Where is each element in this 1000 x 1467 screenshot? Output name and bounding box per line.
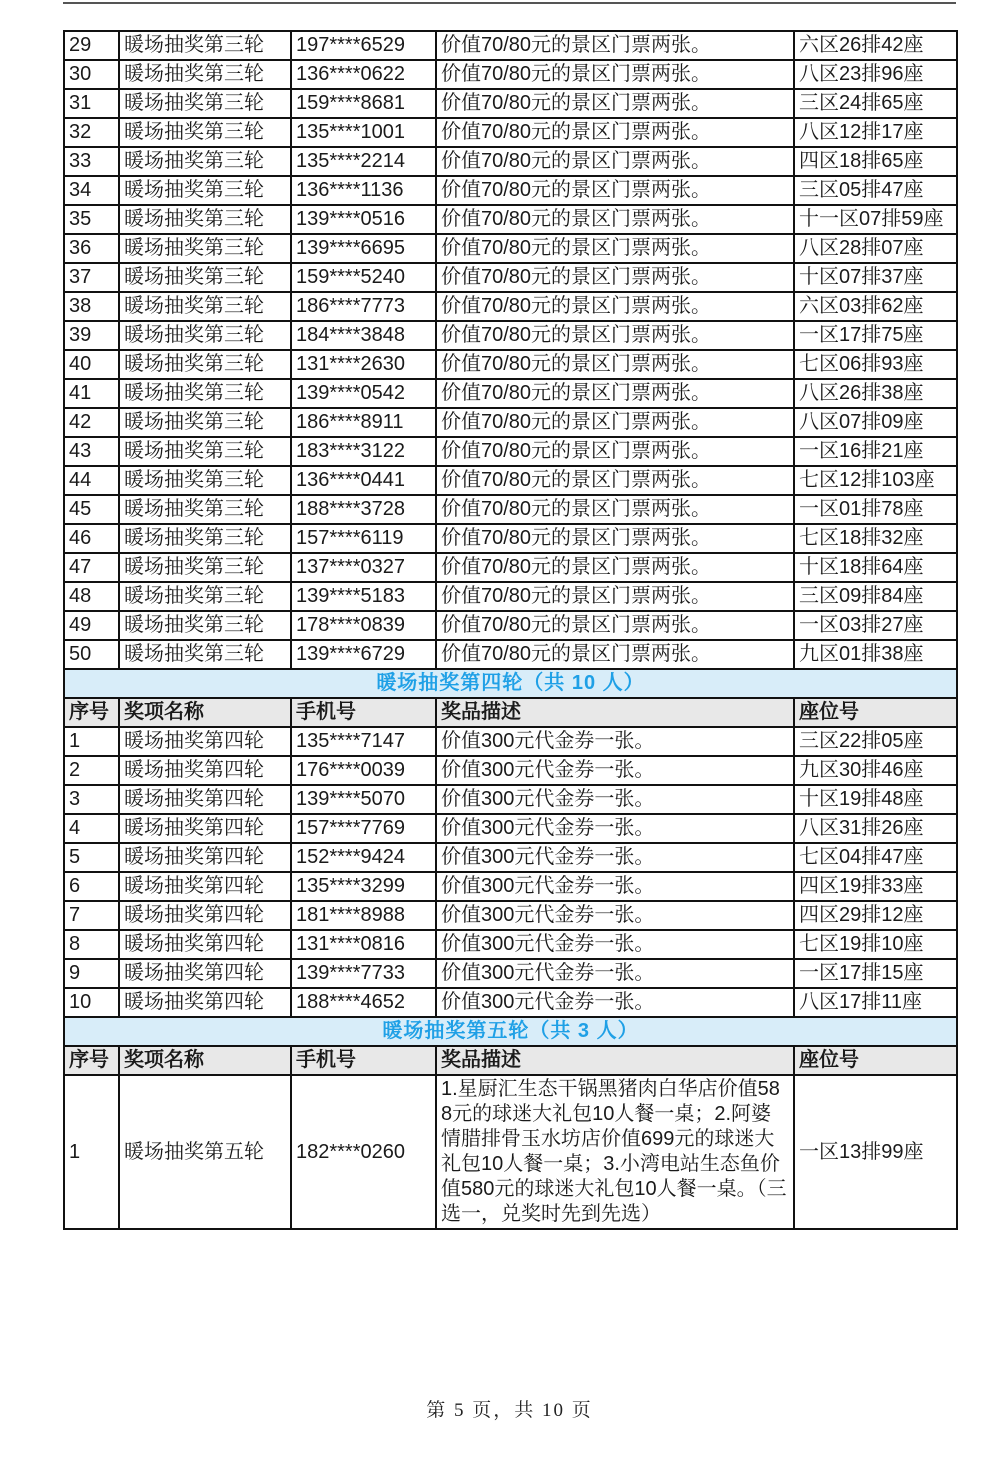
- cell-prize: 价值70/80元的景区门票两张。: [436, 408, 794, 437]
- table-row: [64, 524, 957, 553]
- cell-phone: 183****3122: [291, 437, 436, 466]
- table-row: [64, 234, 957, 263]
- cell-name: 暖场抽奖第四轮: [119, 988, 291, 1017]
- cell-seat: 十区07排37座: [794, 263, 957, 292]
- table-row: [64, 379, 957, 408]
- cell-prize: 价值70/80元的景区门票两张。: [436, 350, 794, 379]
- cell-seat: 三区09排84座: [794, 582, 957, 611]
- cell-phone: 139****6695: [291, 234, 436, 263]
- cell-phone: 197****6529: [291, 31, 436, 60]
- cell-no: 31: [64, 89, 119, 118]
- cell-name: 暖场抽奖第三轮: [119, 553, 291, 582]
- cell-name: 暖场抽奖第四轮: [119, 727, 291, 756]
- cell-prize: 价值70/80元的景区门票两张。: [436, 553, 794, 582]
- table-row: [64, 988, 957, 1017]
- cell-no: 32: [64, 118, 119, 147]
- column-header-seat: 座位号: [794, 1046, 957, 1075]
- column-header-row: [64, 698, 957, 727]
- cell-phone: 184****3848: [291, 321, 436, 350]
- cell-prize: 价值70/80元的景区门票两张。: [436, 205, 794, 234]
- cell-name: 暖场抽奖第三轮: [119, 263, 291, 292]
- cell-no: 9: [64, 959, 119, 988]
- table-row: [64, 147, 957, 176]
- table-row: [64, 640, 957, 669]
- column-header-prize: 奖品描述: [436, 1046, 794, 1075]
- cell-no: 8: [64, 930, 119, 959]
- section-title: 暖场抽奖第四轮（共 10 人）: [64, 669, 957, 698]
- cell-no: 44: [64, 466, 119, 495]
- cell-phone: 131****0816: [291, 930, 436, 959]
- cell-no: 4: [64, 814, 119, 843]
- column-header-seat: 座位号: [794, 698, 957, 727]
- cell-no: 33: [64, 147, 119, 176]
- table-row: [64, 437, 957, 466]
- table-row: [64, 582, 957, 611]
- cell-name: 暖场抽奖第三轮: [119, 408, 291, 437]
- table-row: [64, 901, 957, 930]
- cell-name: 暖场抽奖第五轮: [119, 1075, 291, 1229]
- table-row: [64, 31, 957, 60]
- cell-seat: 七区06排93座: [794, 350, 957, 379]
- cell-seat: 十区19排48座: [794, 785, 957, 814]
- cell-phone: 152****9424: [291, 843, 436, 872]
- cell-seat: 八区26排38座: [794, 379, 957, 408]
- table-row: [64, 785, 957, 814]
- cell-name: 暖场抽奖第三轮: [119, 437, 291, 466]
- cell-prize: 价值300元代金券一张。: [436, 814, 794, 843]
- cell-prize: 价值70/80元的景区门票两张。: [436, 292, 794, 321]
- cell-seat: 八区31排26座: [794, 814, 957, 843]
- table-row: [64, 408, 957, 437]
- cell-seat: 七区19排10座: [794, 930, 957, 959]
- cell-seat: 三区05排47座: [794, 176, 957, 205]
- cell-prize: 价值300元代金券一张。: [436, 843, 794, 872]
- cell-no: 29: [64, 31, 119, 60]
- cell-seat: 四区29排12座: [794, 901, 957, 930]
- table-row: [64, 814, 957, 843]
- cell-name: 暖场抽奖第三轮: [119, 321, 291, 350]
- table-row: [64, 466, 957, 495]
- cell-seat: 一区13排99座: [794, 1075, 957, 1229]
- cell-no: 45: [64, 495, 119, 524]
- cell-phone: 135****7147: [291, 727, 436, 756]
- cell-seat: 七区12排103座: [794, 466, 957, 495]
- cell-name: 暖场抽奖第四轮: [119, 756, 291, 785]
- table-row: [64, 843, 957, 872]
- section-title-row: [64, 1017, 957, 1046]
- cell-phone: 135****2214: [291, 147, 436, 176]
- cell-seat: 八区17排11座: [794, 988, 957, 1017]
- cell-name: 暖场抽奖第四轮: [119, 785, 291, 814]
- cell-prize: 价值70/80元的景区门票两张。: [436, 31, 794, 60]
- table-row: [64, 60, 957, 89]
- cell-phone: 135****3299: [291, 872, 436, 901]
- cell-seat: 七区04排47座: [794, 843, 957, 872]
- cell-prize: 1.星厨汇生态干锅黑猪肉白华店价值588元的球迷大礼包10人餐一桌；2.阿婆情腊排骨玉水坊店价值699元的球迷大礼包10人餐一桌；3.小湾电站生态鱼价值580元的球迷大礼包10人餐一桌。（三选一，兑奖时先到先选）: [436, 1075, 794, 1229]
- column-header-prize: 奖品描述: [436, 698, 794, 727]
- cell-phone: 139****0516: [291, 205, 436, 234]
- table-row: [64, 959, 957, 988]
- cell-seat: 一区16排21座: [794, 437, 957, 466]
- cell-phone: 159****8681: [291, 89, 436, 118]
- cell-no: 41: [64, 379, 119, 408]
- cell-seat: 九区01排38座: [794, 640, 957, 669]
- cell-phone: 136****1136: [291, 176, 436, 205]
- cell-phone: 139****6729: [291, 640, 436, 669]
- cell-seat: 一区03排27座: [794, 611, 957, 640]
- column-header-phone: 手机号: [291, 698, 436, 727]
- cell-phone: 139****5183: [291, 582, 436, 611]
- cell-prize: 价值70/80元的景区门票两张。: [436, 582, 794, 611]
- cell-no: 38: [64, 292, 119, 321]
- cell-prize: 价值300元代金券一张。: [436, 872, 794, 901]
- previous-row-bottom-rule: [63, 2, 956, 4]
- cell-no: 34: [64, 176, 119, 205]
- cell-prize: 价值70/80元的景区门票两张。: [436, 89, 794, 118]
- cell-seat: 一区17排75座: [794, 321, 957, 350]
- cell-name: 暖场抽奖第四轮: [119, 814, 291, 843]
- cell-phone: 157****6119: [291, 524, 436, 553]
- cell-prize: 价值300元代金券一张。: [436, 959, 794, 988]
- cell-name: 暖场抽奖第四轮: [119, 843, 291, 872]
- page-footer: [63, 1395, 956, 1422]
- cell-no: 37: [64, 263, 119, 292]
- table-row: [64, 118, 957, 147]
- cell-phone: 181****8988: [291, 901, 436, 930]
- cell-name: 暖场抽奖第三轮: [119, 379, 291, 408]
- cell-phone: 139****0542: [291, 379, 436, 408]
- cell-no: 35: [64, 205, 119, 234]
- cell-phone: 136****0441: [291, 466, 436, 495]
- cell-phone: 188****4652: [291, 988, 436, 1017]
- cell-name: 暖场抽奖第四轮: [119, 901, 291, 930]
- cell-name: 暖场抽奖第三轮: [119, 31, 291, 60]
- cell-name: 暖场抽奖第三轮: [119, 60, 291, 89]
- cell-prize: 价值70/80元的景区门票两张。: [436, 640, 794, 669]
- cell-name: 暖场抽奖第三轮: [119, 147, 291, 176]
- column-header-no: 序号: [64, 698, 119, 727]
- cell-phone: 159****5240: [291, 263, 436, 292]
- cell-seat: 八区12排17座: [794, 118, 957, 147]
- cell-phone: 136****0622: [291, 60, 436, 89]
- cell-phone: 131****2630: [291, 350, 436, 379]
- cell-phone: 139****7733: [291, 959, 436, 988]
- cell-prize: 价值300元代金券一张。: [436, 901, 794, 930]
- cell-prize: 价值70/80元的景区门票两张。: [436, 321, 794, 350]
- cell-phone: 176****0039: [291, 756, 436, 785]
- table-row: [64, 611, 957, 640]
- cell-no: 6: [64, 872, 119, 901]
- table-row: [64, 930, 957, 959]
- cell-no: 10: [64, 988, 119, 1017]
- cell-no: 47: [64, 553, 119, 582]
- cell-no: 50: [64, 640, 119, 669]
- cell-name: 暖场抽奖第三轮: [119, 495, 291, 524]
- cell-no: 7: [64, 901, 119, 930]
- cell-name: 暖场抽奖第四轮: [119, 959, 291, 988]
- cell-no: 2: [64, 756, 119, 785]
- cell-no: 48: [64, 582, 119, 611]
- cell-phone: 186****8911: [291, 408, 436, 437]
- cell-name: 暖场抽奖第三轮: [119, 611, 291, 640]
- prize-table: [63, 30, 958, 1230]
- cell-prize: 价值70/80元的景区门票两张。: [436, 495, 794, 524]
- cell-no: 40: [64, 350, 119, 379]
- cell-no: 49: [64, 611, 119, 640]
- cell-seat: 七区18排32座: [794, 524, 957, 553]
- cell-prize: 价值300元代金券一张。: [436, 785, 794, 814]
- section-title-row: [64, 669, 957, 698]
- table-row: [64, 292, 957, 321]
- cell-name: 暖场抽奖第三轮: [119, 118, 291, 147]
- cell-seat: 十一区07排59座: [794, 205, 957, 234]
- cell-name: 暖场抽奖第三轮: [119, 524, 291, 553]
- cell-phone: 178****0839: [291, 611, 436, 640]
- cell-no: 39: [64, 321, 119, 350]
- cell-phone: 186****7773: [291, 292, 436, 321]
- cell-seat: 六区03排62座: [794, 292, 957, 321]
- cell-no: 30: [64, 60, 119, 89]
- cell-name: 暖场抽奖第三轮: [119, 234, 291, 263]
- table-row: [64, 89, 957, 118]
- cell-seat: 三区22排05座: [794, 727, 957, 756]
- table-row: [64, 321, 957, 350]
- cell-prize: 价值70/80元的景区门票两张。: [436, 176, 794, 205]
- cell-no: 36: [64, 234, 119, 263]
- cell-seat: 十区18排64座: [794, 553, 957, 582]
- cell-phone: 182****0260: [291, 1075, 436, 1229]
- cell-name: 暖场抽奖第三轮: [119, 292, 291, 321]
- cell-no: 1: [64, 1075, 119, 1229]
- cell-phone: 139****5070: [291, 785, 436, 814]
- cell-phone: 188****3728: [291, 495, 436, 524]
- cell-name: 暖场抽奖第三轮: [119, 205, 291, 234]
- cell-seat: 三区24排65座: [794, 89, 957, 118]
- page-number: 第 5 页，共 10 页: [426, 1400, 593, 1421]
- column-header-row: [64, 1046, 957, 1075]
- cell-no: 42: [64, 408, 119, 437]
- column-header-no: 序号: [64, 1046, 119, 1075]
- cell-prize: 价值70/80元的景区门票两张。: [436, 379, 794, 408]
- cell-no: 3: [64, 785, 119, 814]
- cell-no: 46: [64, 524, 119, 553]
- table-row: [64, 263, 957, 292]
- table-row: [64, 205, 957, 234]
- table-row: [64, 1075, 957, 1229]
- cell-seat: 四区19排33座: [794, 872, 957, 901]
- cell-no: 1: [64, 727, 119, 756]
- cell-phone: 157****7769: [291, 814, 436, 843]
- cell-prize: 价值70/80元的景区门票两张。: [436, 263, 794, 292]
- cell-seat: 一区01排78座: [794, 495, 957, 524]
- cell-name: 暖场抽奖第三轮: [119, 582, 291, 611]
- cell-prize: 价值300元代金券一张。: [436, 988, 794, 1017]
- cell-prize: 价值70/80元的景区门票两张。: [436, 118, 794, 147]
- table-row: [64, 727, 957, 756]
- cell-name: 暖场抽奖第三轮: [119, 350, 291, 379]
- cell-prize: 价值70/80元的景区门票两张。: [436, 437, 794, 466]
- cell-prize: 价值70/80元的景区门票两张。: [436, 147, 794, 176]
- cell-seat: 一区17排15座: [794, 959, 957, 988]
- cell-seat: 六区26排42座: [794, 31, 957, 60]
- cell-phone: 135****1001: [291, 118, 436, 147]
- cell-prize: 价值300元代金券一张。: [436, 727, 794, 756]
- cell-name: 暖场抽奖第四轮: [119, 930, 291, 959]
- cell-seat: 八区07排09座: [794, 408, 957, 437]
- table-row: [64, 350, 957, 379]
- cell-phone: 137****0327: [291, 553, 436, 582]
- cell-seat: 八区28排07座: [794, 234, 957, 263]
- cell-name: 暖场抽奖第三轮: [119, 89, 291, 118]
- cell-name: 暖场抽奖第三轮: [119, 640, 291, 669]
- cell-seat: 九区30排46座: [794, 756, 957, 785]
- table-row: [64, 553, 957, 582]
- cell-prize: 价值70/80元的景区门票两张。: [436, 60, 794, 89]
- prize-table-body: [64, 31, 957, 1229]
- table-row: [64, 495, 957, 524]
- cell-prize: 价值300元代金券一张。: [436, 930, 794, 959]
- cell-prize: 价值300元代金券一张。: [436, 756, 794, 785]
- cell-name: 暖场抽奖第三轮: [119, 176, 291, 205]
- cell-prize: 价值70/80元的景区门票两张。: [436, 524, 794, 553]
- column-header-phone: 手机号: [291, 1046, 436, 1075]
- column-header-name: 奖项名称: [119, 698, 291, 727]
- cell-name: 暖场抽奖第三轮: [119, 466, 291, 495]
- cell-prize: 价值70/80元的景区门票两张。: [436, 466, 794, 495]
- table-row: [64, 872, 957, 901]
- cell-prize: 价值70/80元的景区门票两张。: [436, 611, 794, 640]
- cell-name: 暖场抽奖第四轮: [119, 872, 291, 901]
- table-row: [64, 176, 957, 205]
- cell-no: 43: [64, 437, 119, 466]
- column-header-name: 奖项名称: [119, 1046, 291, 1075]
- table-row: [64, 756, 957, 785]
- cell-seat: 八区23排96座: [794, 60, 957, 89]
- cell-no: 5: [64, 843, 119, 872]
- cell-seat: 四区18排65座: [794, 147, 957, 176]
- cell-prize: 价值70/80元的景区门票两张。: [436, 234, 794, 263]
- section-title: 暖场抽奖第五轮（共 3 人）: [64, 1017, 957, 1046]
